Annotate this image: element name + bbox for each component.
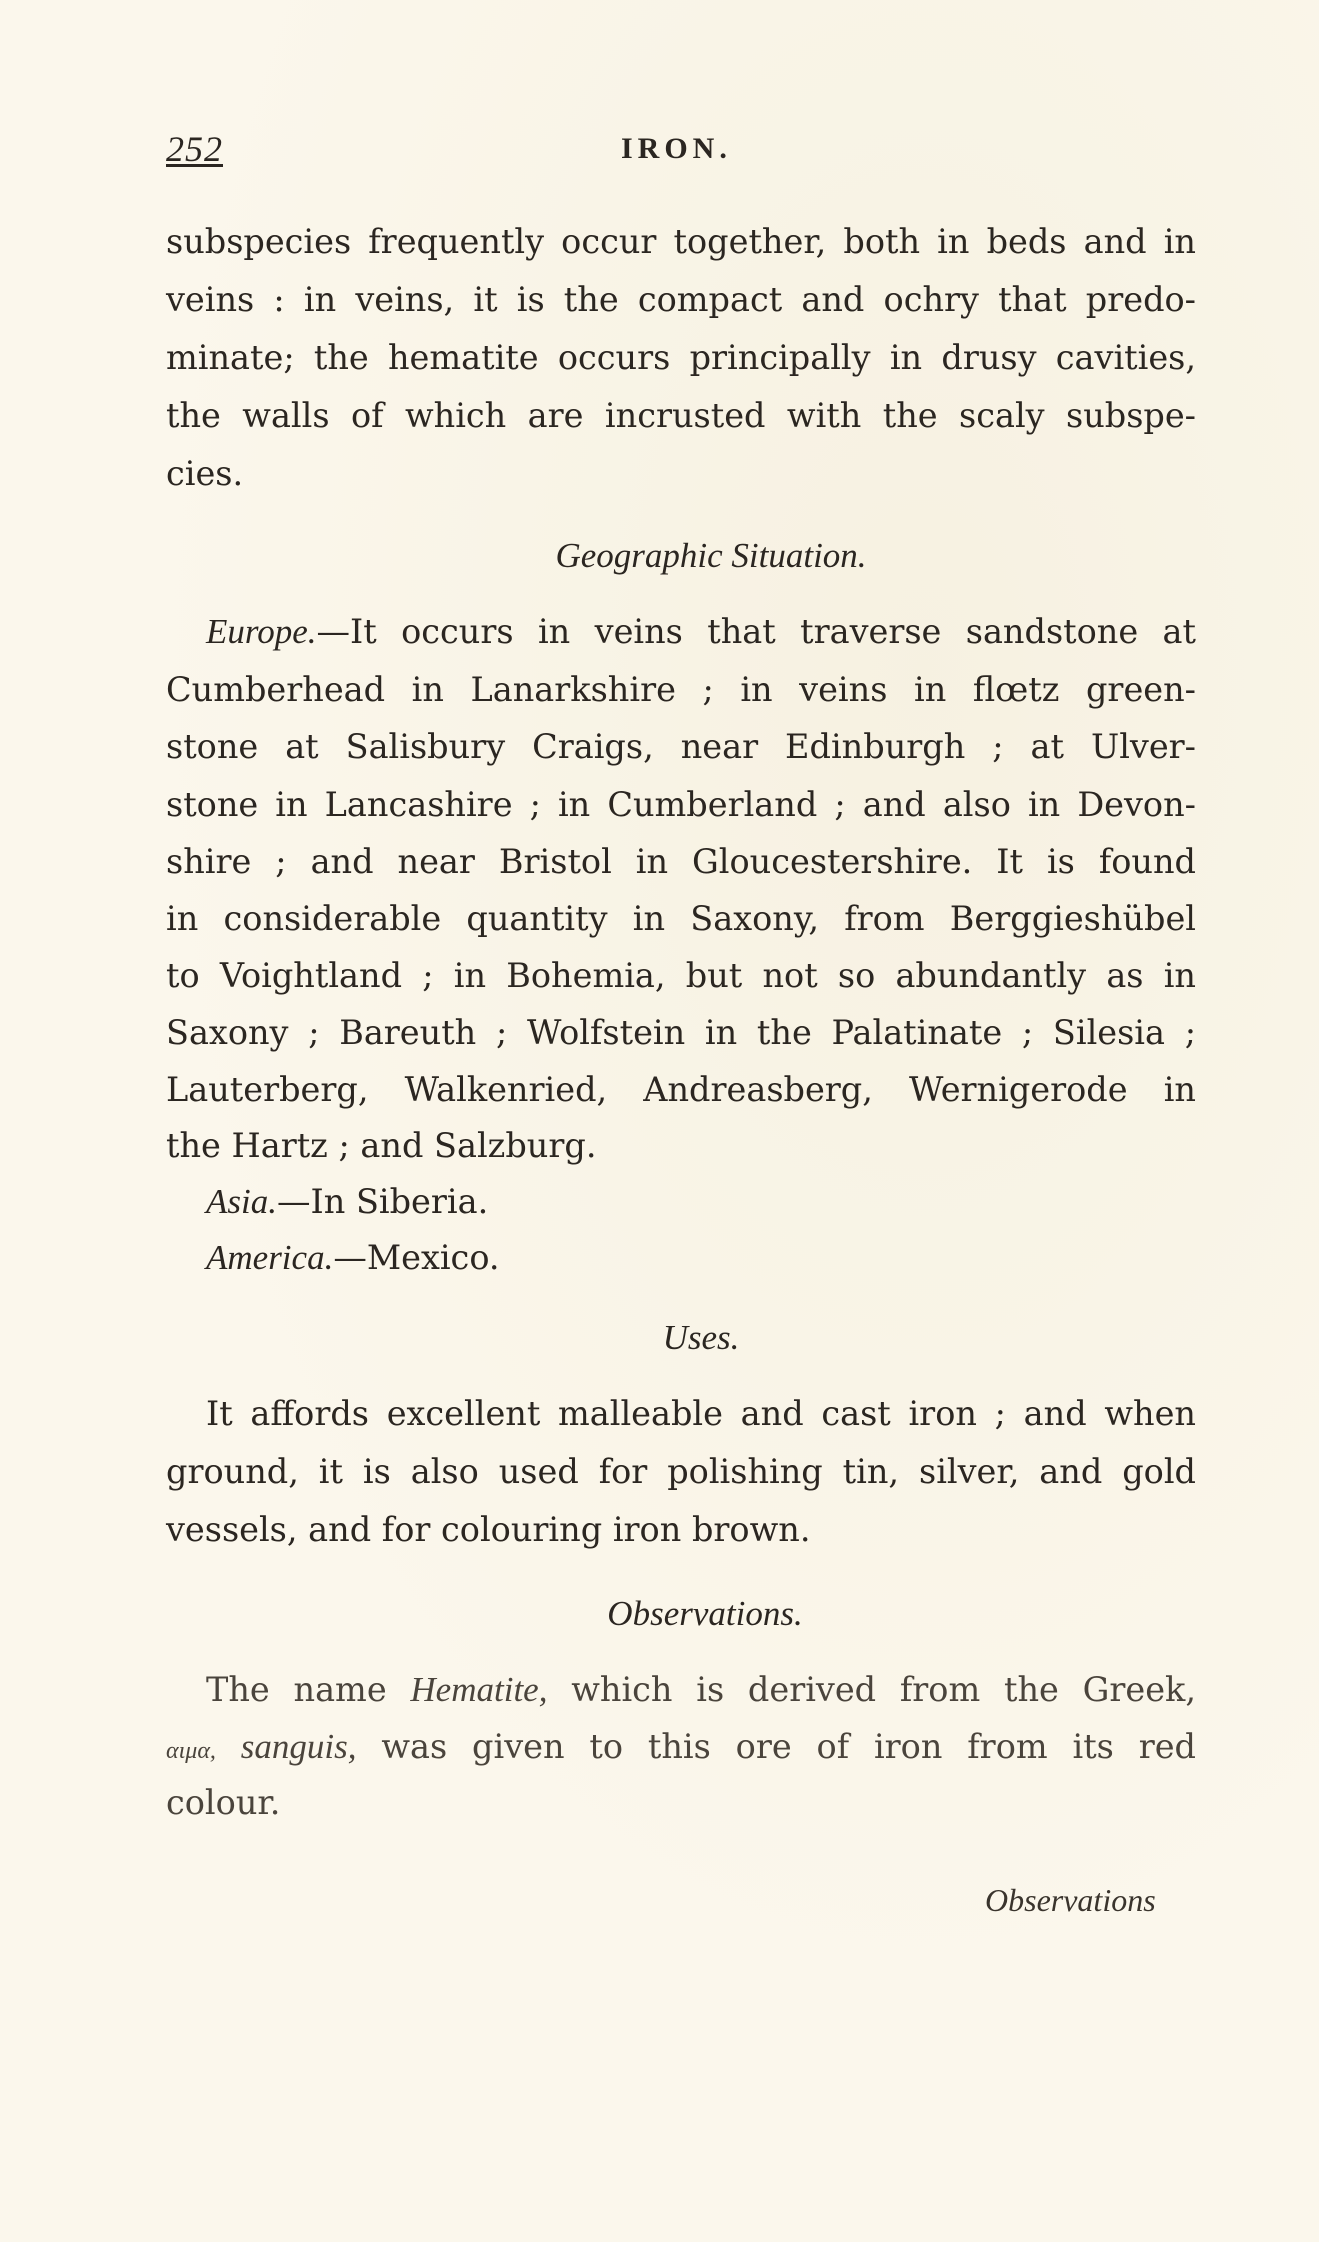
europe-line-7: to Voightland ; in Bohemia, but not so abundantly as in: [166, 956, 1196, 995]
para1-line-3: minate; the hematite occurs principally in drusy cavities,: [166, 338, 1196, 377]
europe-line-3: stone at Salisbury Craigs, near Edinburgh ; at Ulver-: [166, 727, 1196, 766]
america-text: —Mexico.: [333, 1238, 500, 1277]
para1-line-5: cies.: [166, 454, 244, 493]
europe-line-8: Saxony ; Bareuth ; Wolfstein in the Palatinate ; Silesia ;: [166, 1013, 1196, 1052]
observations-line-1: [206, 1666, 1196, 1714]
latin-term: sanguis,: [240, 1727, 357, 1766]
asia-line: [206, 1178, 1196, 1226]
europe-line-5: shire ; and near Bristol in Gloucestershire. It is found: [166, 842, 1196, 881]
greek-term: αιμα,: [166, 1738, 216, 1764]
europe-line-9: Lauterberg, Walkenried, Andreasberg, Wernigerode in: [166, 1070, 1196, 1109]
europe-line-4: stone in Lancashire ; in Cumberland ; and also in Devon-: [166, 785, 1196, 824]
europe-line-6: in considerable quantity in Saxony, from Berggieshübel: [166, 899, 1196, 938]
america-label: America.: [206, 1238, 334, 1277]
page-number: 252: [166, 129, 223, 169]
section-heading-uses: Uses.: [662, 1318, 740, 1357]
observations-line-2: [166, 1723, 1196, 1771]
uses-line-2: ground, it is also used for polishing tin, silver, and gold: [166, 1452, 1196, 1491]
section-heading-geographic-situation: Geographic Situation.: [555, 536, 867, 575]
para1-line-1: subspecies frequently occur together, both in beds and in: [166, 222, 1196, 261]
para1-line-4: the walls of which are incrusted with the scaly subspe-: [166, 396, 1196, 435]
observations-pre: The name: [206, 1670, 411, 1709]
asia-text: —In Siberia.: [276, 1182, 489, 1221]
uses-line-1: It affords excellent malleable and cast iron ; and when: [206, 1394, 1196, 1433]
running-head: [166, 128, 1196, 178]
europe-line-10: the Hartz ; and Salzburg.: [166, 1126, 597, 1165]
para1-line-2: veins : in veins, it is the compact and ochry that predo-: [166, 280, 1196, 319]
asia-label: Asia.: [206, 1182, 277, 1221]
section-heading-observations: Observations.: [607, 1594, 803, 1633]
europe-line-2: Cumberhead in Lanarkshire ; in veins in flœtz green-: [166, 670, 1196, 709]
catchword: Observations: [985, 1882, 1156, 1918]
observations-post: which is derived from the Greek,: [547, 1670, 1196, 1709]
europe-label: Europe.: [206, 612, 317, 651]
hematite-term: Hematite,: [410, 1670, 548, 1709]
uses-line-3: vessels, and for colouring iron brown.: [166, 1510, 811, 1549]
observations-line-2-text: was given to this ore of iron from its red: [356, 1727, 1196, 1766]
america-line: [206, 1234, 1196, 1282]
europe-first-text: —It occurs in veins that traverse sandstone at: [316, 612, 1196, 651]
europe-line-1: [206, 608, 1196, 656]
running-title: IRON.: [621, 132, 732, 165]
observations-line-3: colour.: [166, 1783, 281, 1822]
